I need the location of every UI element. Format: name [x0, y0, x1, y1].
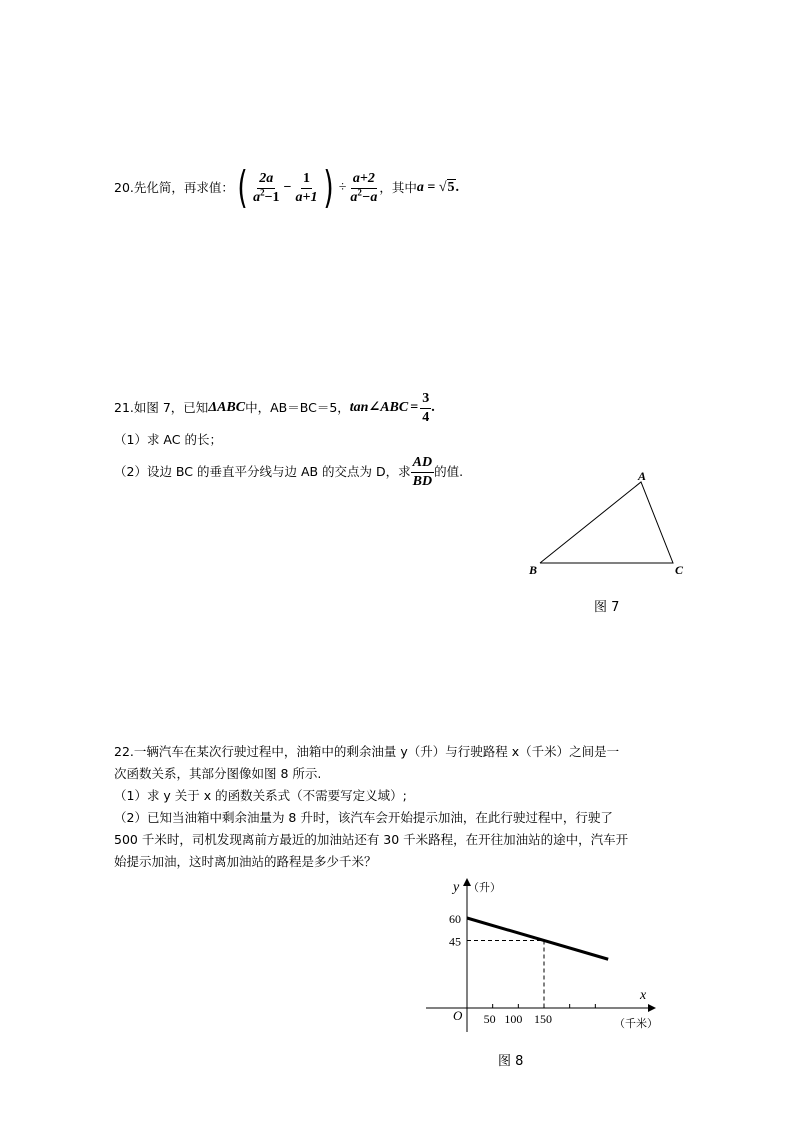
q21-part2-fraction [411, 454, 434, 491]
q21-part-1: （1）求 AC 的长； [114, 432, 222, 447]
vertex-c-label: C [675, 563, 684, 577]
q20-cond-end: . [455, 180, 460, 195]
y-axis-label: y [453, 880, 460, 895]
q20-fraction-3 [348, 170, 379, 207]
q21-part-2 [114, 452, 463, 492]
question-21 [114, 388, 435, 428]
q20-minus: − [283, 180, 292, 195]
q20-cond-sqrt-sym: √ [438, 180, 447, 195]
q21-part2-den: BD [412, 473, 433, 489]
origin-label: O [453, 1008, 463, 1023]
q20-fraction-2 [294, 170, 320, 207]
q21-triangle: ΔABC [208, 400, 246, 415]
q21-tan-den: 4 [422, 409, 430, 425]
q20-f1-den-exp: 2 [260, 186, 265, 197]
figure-8-caption: 图 8 [498, 1054, 524, 1069]
q21-tan-label: tan∠ABC [349, 400, 409, 415]
triangle-abc [540, 482, 673, 563]
q20-f3-den-base: a [350, 189, 358, 205]
q22-line-6: 始提示加油，这时离加油站的路程是多少千米？ [114, 854, 377, 869]
q21-part2-num: AD [411, 454, 434, 473]
q20-divide: ÷ [338, 180, 347, 195]
q21-tan-num: 3 [420, 390, 431, 409]
q20-f1-den-base: a [253, 189, 261, 205]
q20-prefix: 20.先化简，再求值： [114, 180, 234, 195]
q20-f1-den [251, 186, 281, 207]
q21-tan-end: . [431, 400, 435, 415]
figure-8-graph [420, 872, 680, 1042]
q20-cond-eq: = [427, 180, 436, 195]
question-20 [114, 162, 460, 213]
x-tick-label: 150 [534, 1012, 552, 1026]
q21-tan-fraction [420, 390, 431, 427]
q20-fraction-1 [251, 170, 281, 207]
q22-line-2: 次函数关系，其部分图像如图 8 所示. [114, 766, 322, 781]
q22-line-4: （2）已知当油箱中剩余油量为 8 升时，该汽车会开始提示加油，在此行驶过程中，行驶了 [114, 810, 613, 825]
q21-part2-prefix: （2）设边 BC 的垂直平分线与边 AB 的交点为 D，求 [114, 464, 411, 479]
x-tick-label: 100 [504, 1012, 523, 1026]
x-axis-label: x [640, 988, 647, 1003]
q20-f1-den-rest: −1 [264, 189, 280, 205]
q22-line-5: 500 千米时，司机发现离前方最近的加油站还有 30 千米路程，在开往加油站的途中，汽车开 [114, 832, 629, 847]
q20-f2-num: 1 [301, 170, 312, 189]
figure-7-caption: 图 7 [594, 600, 620, 615]
q21-part2-suffix: 的值. [434, 464, 464, 479]
vertex-a-label: A [638, 469, 647, 483]
x-tick-labels [484, 1012, 552, 1026]
y-tick-label: 45 [449, 934, 461, 949]
q21-mid: 中，AB＝BC＝5， [245, 400, 350, 415]
q20-expression [234, 162, 379, 213]
x-axis-unit: （千米） [614, 1018, 658, 1030]
x-tick-label: 50 [483, 1012, 496, 1026]
y-tick-labels [449, 912, 461, 949]
y-tick-label: 60 [449, 912, 461, 926]
vertex-b-label: B [529, 563, 538, 577]
q20-f3-den-exp: 2 [357, 186, 362, 197]
q20-where: ，其中 [379, 180, 417, 195]
left-paren: ( [237, 162, 248, 213]
figure-7-triangle [520, 465, 700, 585]
fuel-line-series [467, 918, 608, 959]
right-paren: ) [322, 162, 334, 213]
q20-condition [417, 178, 459, 198]
q22-line-1: 22.一辆汽车在某次行驶过程中，油箱中的剩余油量 y（升）与行驶路程 x（千米）之间是一 [114, 744, 620, 759]
q20-f3-den [348, 186, 379, 207]
q20-f3-num: a+2 [351, 170, 377, 189]
q20-cond-sqrt-val: 5 [447, 180, 455, 195]
q20-cond-var: a [416, 180, 424, 195]
x-axis-arrow [648, 1004, 656, 1012]
q20-f3-den-rest: −a [361, 189, 378, 205]
q22-line-3: （1）求 y 关于 x 的函数关系式（不需要写定义域）; [114, 788, 407, 803]
y-axis-unit: （升） [468, 882, 501, 894]
q20-f1-num: 2a [257, 170, 275, 189]
q20-f2-den: a+1 [295, 189, 318, 205]
q21-tan [350, 390, 435, 427]
q21-tan-eq: = [410, 400, 419, 415]
q21-prefix: 21.如图 7，已知 [114, 400, 209, 415]
